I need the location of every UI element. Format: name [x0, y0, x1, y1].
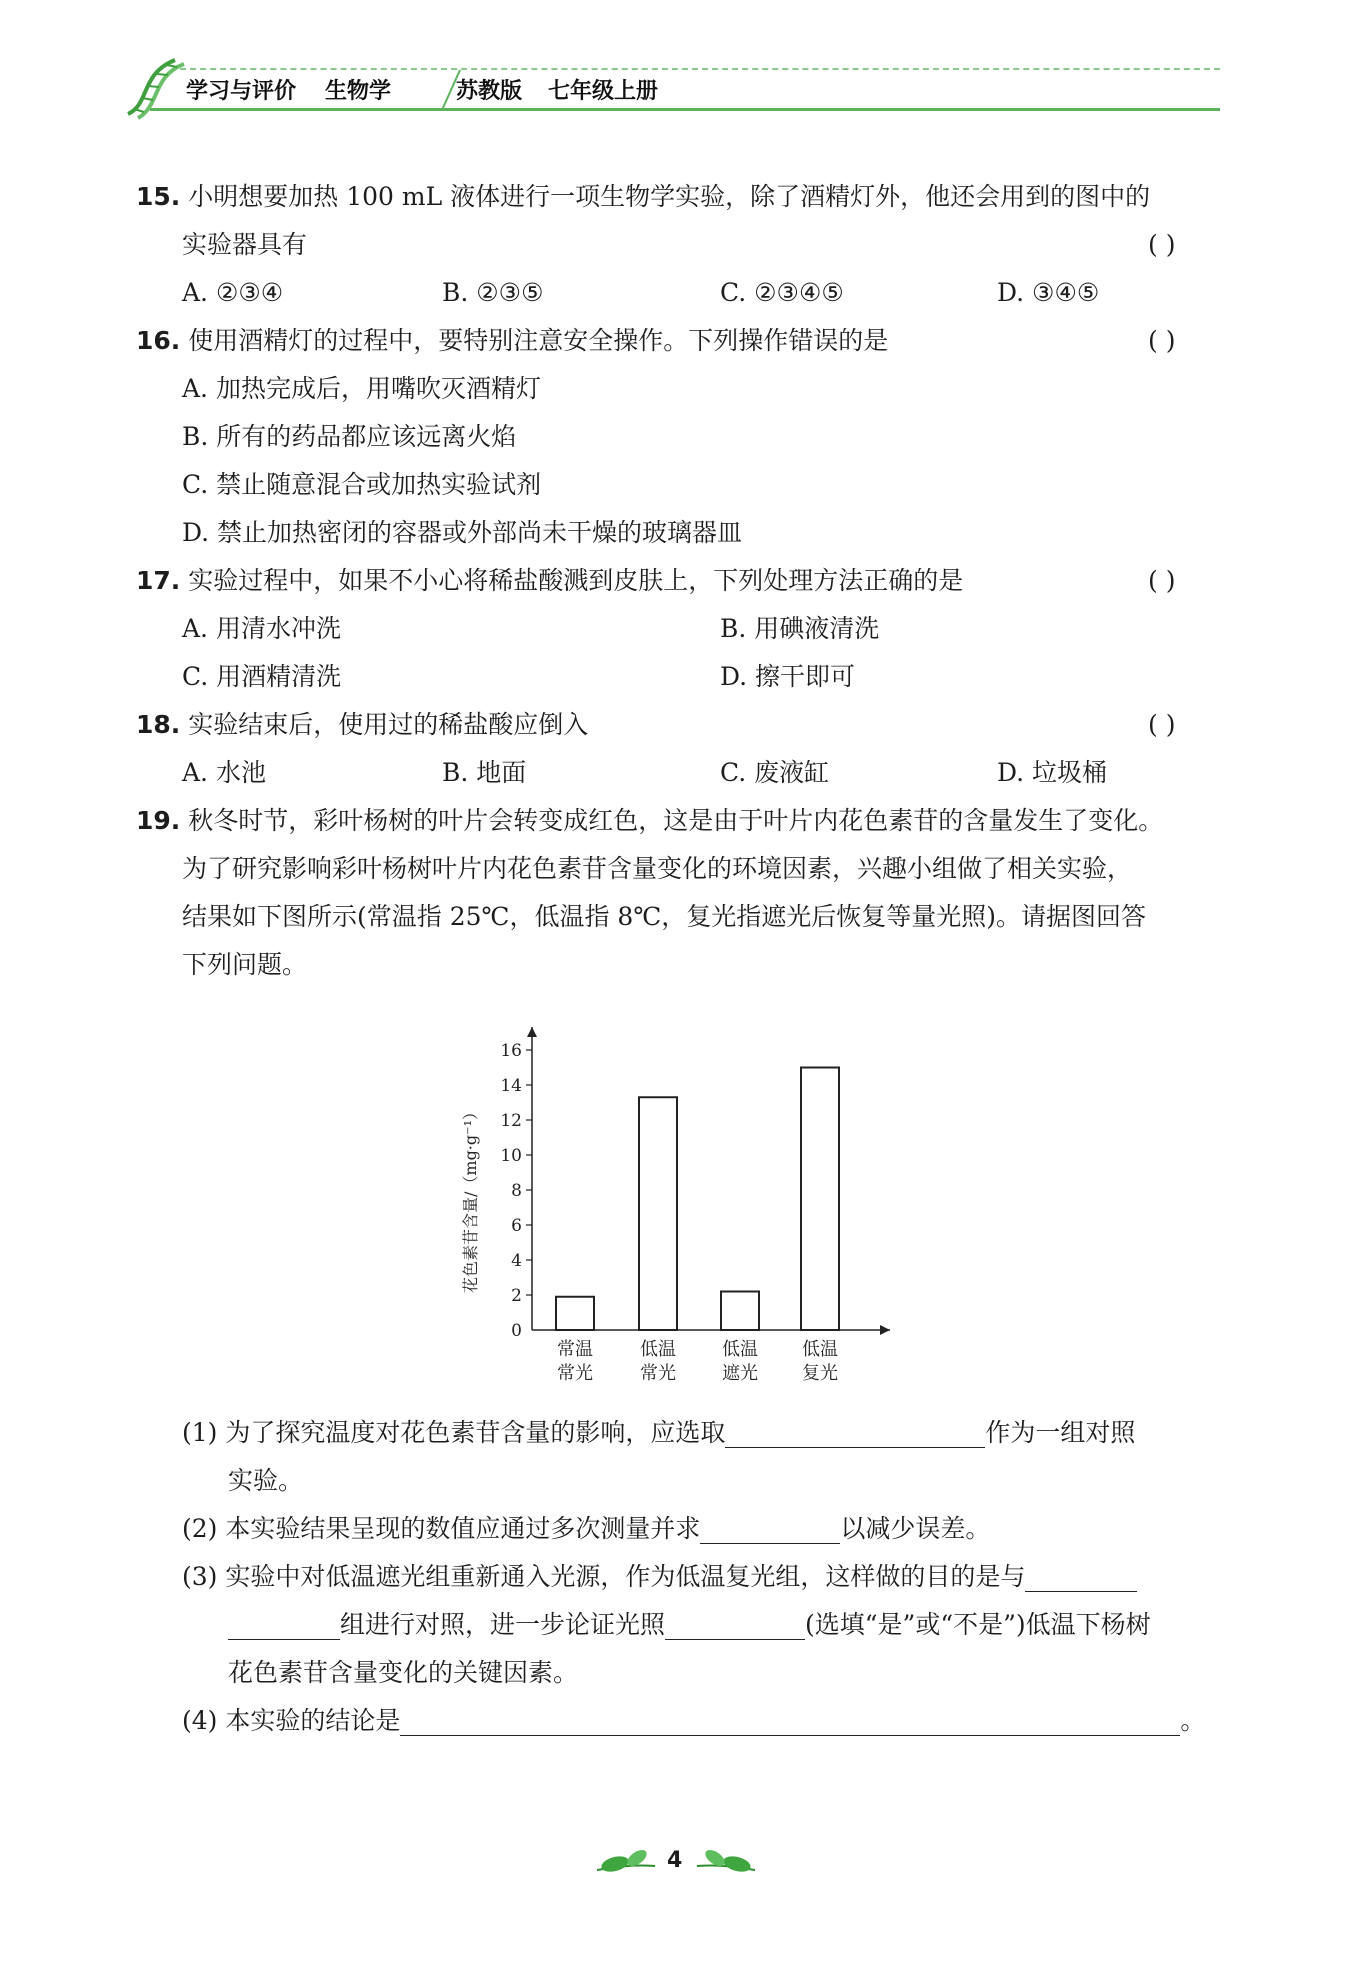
x-tick-label: 常光	[557, 1363, 593, 1384]
q15-line1	[136, 182, 1150, 212]
q19-number: 19.	[136, 806, 181, 835]
q16-option-d: D. 禁止加热密闭的容器或外部尚未干燥的玻璃器皿	[182, 518, 743, 547]
q16-option-b: B. 所有的药品都应该远离火焰	[182, 422, 517, 451]
x-tick-label: 复光	[802, 1363, 838, 1384]
q19-sub3-text2: 组进行对照，进一步论证光照	[340, 1610, 666, 1639]
q19-sub3-blank1a[interactable]	[1025, 1565, 1137, 1592]
q15-stem: 小明想要加热 100 mL 液体进行一项生物学实验，除了酒精灯外，他还会用到的图中的	[188, 182, 1151, 211]
q19-sub4-text: (4) 本实验的结论是	[182, 1706, 401, 1735]
x-tick-label: 低温	[640, 1339, 676, 1360]
bar	[801, 1068, 839, 1331]
y-tick-label: 14	[500, 1076, 522, 1096]
q19-sub1-text: (1) 为了探究温度对花色素苷含量的影响，应选取	[182, 1418, 726, 1447]
header-rule	[150, 108, 1220, 111]
x-tick-label: 常光	[640, 1363, 676, 1384]
y-tick-label: 10	[500, 1146, 522, 1166]
q18-number: 18.	[136, 710, 181, 739]
q18-option-d: D. 垃圾桶	[997, 758, 1108, 787]
header-dashed-line	[180, 68, 1220, 70]
q19-sub2-blank[interactable]	[700, 1517, 840, 1544]
y-tick-label: 6	[511, 1216, 522, 1236]
q17-option-d: D. 擦干即可	[720, 662, 856, 691]
q17-option-b: B. 用碘液清洗	[720, 614, 880, 643]
q19-sub3-line1	[182, 1562, 1137, 1592]
q16-line1	[136, 326, 888, 356]
x-tick-label: 常温	[557, 1339, 593, 1360]
header-series: 学习与评价	[186, 79, 297, 104]
q17-line1	[136, 566, 963, 596]
q15-line2: 实验器具有	[182, 230, 308, 259]
q18-answer-paren: ( )	[1148, 710, 1176, 739]
q17-option-c: C. 用酒精清洗	[182, 662, 342, 691]
q18-stem: 实验结束后，使用过的稀盐酸应倒入	[188, 710, 589, 739]
q19-sub3-blank1b[interactable]	[228, 1613, 340, 1640]
left-leaf-icon	[595, 1846, 657, 1882]
page-number: 4	[667, 1848, 683, 1873]
q16-stem: 使用酒精灯的过程中，要特别注意安全操作。下列操作错误的是	[188, 326, 889, 355]
q16-number: 16.	[136, 326, 181, 355]
q15-number: 15.	[136, 182, 181, 211]
q15-option-a: A. ②③④	[182, 278, 284, 307]
q19-sub1-text2: 作为一组对照	[985, 1418, 1136, 1447]
q15-option-d: D. ③④⑤	[997, 278, 1100, 307]
q19-sub3-line3: 花色素苷含量变化的关键因素。	[228, 1658, 579, 1687]
bar	[639, 1097, 677, 1330]
anthocyanin-bar-chart	[450, 1005, 920, 1395]
x-tick-label: 低温	[802, 1339, 838, 1360]
header-subject: 生物学	[325, 79, 392, 104]
q17-answer-paren: ( )	[1148, 566, 1176, 595]
y-tick-label: 0	[511, 1321, 522, 1341]
q15-answer-paren: ( )	[1148, 230, 1176, 259]
q19-sub4-line	[182, 1706, 1205, 1736]
y-tick-label: 2	[511, 1286, 522, 1306]
q19-line1	[136, 806, 1163, 836]
page-header	[120, 52, 1220, 122]
y-tick-label: 4	[511, 1251, 522, 1271]
q19-sub3-blank2[interactable]	[665, 1613, 805, 1640]
q17-stem: 实验过程中，如果不小心将稀盐酸溅到皮肤上，下列处理方法正确的是	[188, 566, 964, 595]
q19-stem-4: 下列问题。	[182, 950, 308, 979]
q15-option-c: C. ②③④⑤	[720, 278, 844, 307]
q16-option-c: C. 禁止随意混合或加热实验试剂	[182, 470, 542, 499]
y-tick-label: 8	[511, 1181, 522, 1201]
q18-option-b: B. 地面	[442, 758, 527, 787]
q15-option-b: B. ②③⑤	[442, 278, 544, 307]
q19-sub3-text: (3) 实验中对低温遮光组重新通入光源，作为低温复光组，这样做的目的是与	[182, 1562, 1026, 1591]
header-grade: 七年级上册	[548, 79, 659, 104]
page-footer	[595, 1842, 765, 1892]
right-leaf-icon	[695, 1846, 757, 1882]
x-tick-label: 遮光	[722, 1363, 758, 1384]
q18-option-a: A. 水池	[182, 758, 266, 787]
q19-stem-3: 结果如下图所示(常温指 25℃，低温指 8℃，复光指遮光后恢复等量光照)。请据图回答	[182, 902, 1147, 931]
q19-sub1-line2: 实验。	[228, 1466, 304, 1495]
q19-sub3-text3: (选填“是”或“不是”)低温下杨树	[805, 1610, 1151, 1639]
y-axis-title: 花色素苷含量/（mg·g⁻¹）	[461, 1104, 480, 1293]
x-axis-arrow	[880, 1325, 890, 1335]
q19-sub3-line2	[228, 1610, 1151, 1640]
q18-option-c: C. 废液缸	[720, 758, 830, 787]
q19-stem-2: 为了研究影响彩叶杨树叶片内花色素苷含量变化的环境因素，兴趣小组做了相关实验，	[182, 854, 1133, 883]
q19-sub2-text: (2) 本实验结果呈现的数值应通过多次测量并求	[182, 1514, 701, 1543]
q17-number: 17.	[136, 566, 181, 595]
bar	[556, 1297, 594, 1330]
bar	[721, 1292, 759, 1331]
q19-sub4-blank[interactable]	[400, 1709, 1180, 1736]
q18-line1	[136, 710, 588, 740]
q19-sub2-text2: 以减少误差。	[840, 1514, 991, 1543]
x-tick-label: 低温	[722, 1339, 758, 1360]
q16-answer-paren: ( )	[1148, 326, 1176, 355]
q19-sub1-blank[interactable]	[725, 1421, 985, 1448]
y-tick-label: 16	[500, 1041, 522, 1061]
y-axis-arrow	[527, 1027, 537, 1037]
header-edition: 苏教版	[456, 79, 523, 104]
q19-sub1-line1	[182, 1418, 1135, 1448]
q16-option-a: A. 加热完成后，用嘴吹灭酒精灯	[182, 374, 541, 403]
q19-sub4-end: 。	[1180, 1706, 1206, 1735]
q19-sub2-line	[182, 1514, 990, 1544]
q19-stem-1: 秋冬时节，彩叶杨树的叶片会转变成红色，这是由于叶片内花色素苷的含量发生了变化。	[188, 806, 1164, 835]
q17-option-a: A. 用清水冲洗	[182, 614, 341, 643]
y-tick-label: 12	[500, 1111, 522, 1131]
